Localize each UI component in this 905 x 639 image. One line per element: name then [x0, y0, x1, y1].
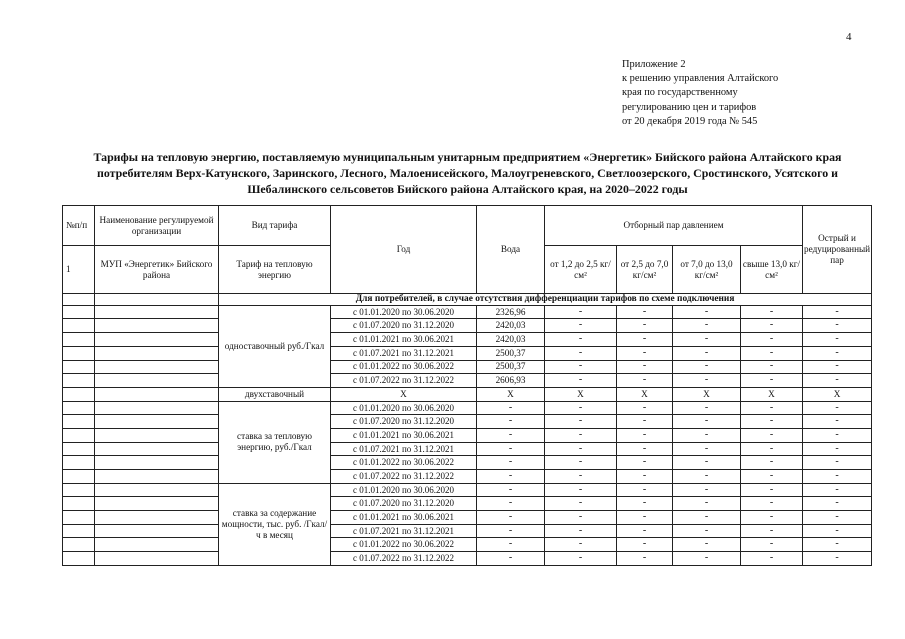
- table-row: [63, 442, 872, 456]
- org-row-num: 1: [63, 246, 95, 294]
- header-pressure-1: от 1,2 до 2,5 кг/см²: [545, 246, 617, 294]
- dash-cell: -: [545, 470, 617, 484]
- dash-cell: -: [741, 497, 803, 511]
- dash-cell: -: [803, 415, 872, 429]
- dash-cell: -: [673, 305, 741, 319]
- org-cell: [95, 456, 219, 470]
- x-mark: X: [331, 387, 477, 401]
- dash-cell: -: [617, 497, 673, 511]
- header-water: Вода: [477, 206, 545, 294]
- water-value: -: [477, 456, 545, 470]
- dash-cell: -: [741, 305, 803, 319]
- table-row: [63, 456, 872, 470]
- dash-cell: -: [545, 511, 617, 525]
- period-cell: с 01.07.2022 по 31.12.2022: [331, 552, 477, 566]
- dash-cell: -: [673, 497, 741, 511]
- x-mark: X: [673, 387, 741, 401]
- water-value: 2606,93: [477, 374, 545, 388]
- dash-cell: -: [741, 428, 803, 442]
- dash-cell: -: [673, 415, 741, 429]
- header-num: №п/п: [63, 206, 95, 246]
- table-row: [63, 305, 872, 319]
- dash-cell: -: [617, 552, 673, 566]
- one-rate-label: одноставочный руб./Гкал: [219, 305, 331, 387]
- org-cell: [95, 483, 219, 497]
- num-cell: [63, 360, 95, 374]
- dash-cell: -: [617, 456, 673, 470]
- dash-cell: -: [545, 374, 617, 388]
- table-row: [63, 524, 872, 538]
- dash-cell: -: [673, 552, 741, 566]
- dash-cell: -: [673, 538, 741, 552]
- x-mark: X: [741, 387, 803, 401]
- org-cell: [95, 346, 219, 360]
- water-value: 2500,37: [477, 360, 545, 374]
- period-cell: с 01.01.2022 по 30.06.2022: [331, 360, 477, 374]
- num-cell: [63, 470, 95, 484]
- period-cell: с 01.01.2022 по 30.06.2022: [331, 456, 477, 470]
- table-row: [63, 333, 872, 347]
- org-cell: [95, 428, 219, 442]
- org-cell: [95, 442, 219, 456]
- dash-cell: -: [741, 346, 803, 360]
- period-cell: с 01.07.2020 по 31.12.2020: [331, 497, 477, 511]
- num-cell: [63, 483, 95, 497]
- dash-cell: -: [617, 415, 673, 429]
- capacity-rate-label: ставка за содержание мощности, тыс. руб. /Гкал/ч в месяц: [219, 483, 331, 565]
- dash-cell: -: [741, 333, 803, 347]
- dash-cell: -: [673, 401, 741, 415]
- dash-cell: -: [741, 524, 803, 538]
- dash-cell: -: [741, 552, 803, 566]
- dash-cell: -: [803, 374, 872, 388]
- dash-cell: -: [741, 415, 803, 429]
- org-cell: [95, 387, 219, 401]
- dash-cell: -: [545, 428, 617, 442]
- dash-cell: -: [673, 333, 741, 347]
- header-year: Год: [331, 206, 477, 294]
- dash-cell: -: [673, 360, 741, 374]
- water-value: -: [477, 524, 545, 538]
- dash-cell: -: [545, 360, 617, 374]
- period-cell: с 01.07.2022 по 31.12.2022: [331, 470, 477, 484]
- dash-cell: -: [803, 456, 872, 470]
- num-cell: [63, 538, 95, 552]
- dash-cell: -: [803, 511, 872, 525]
- water-value: -: [477, 442, 545, 456]
- dash-cell: -: [673, 442, 741, 456]
- water-value: -: [477, 497, 545, 511]
- dash-cell: -: [803, 497, 872, 511]
- num-cell: [63, 497, 95, 511]
- dash-cell: -: [545, 401, 617, 415]
- dash-cell: -: [673, 456, 741, 470]
- water-value: -: [477, 538, 545, 552]
- dash-cell: -: [617, 401, 673, 415]
- dash-cell: -: [803, 524, 872, 538]
- header-sharp-steam: Острый и редуцированный пар: [803, 206, 872, 294]
- table-row: [63, 483, 872, 497]
- period-cell: с 01.01.2020 по 30.06.2020: [331, 401, 477, 415]
- period-cell: с 01.07.2021 по 31.12.2021: [331, 346, 477, 360]
- num-cell: [63, 415, 95, 429]
- dash-cell: -: [741, 511, 803, 525]
- dash-cell: -: [617, 442, 673, 456]
- num-cell: [63, 511, 95, 525]
- org-cell: [95, 497, 219, 511]
- dash-cell: -: [741, 374, 803, 388]
- table-row: [63, 552, 872, 566]
- table-row: [63, 387, 872, 401]
- dash-cell: -: [617, 511, 673, 525]
- dash-cell: -: [545, 538, 617, 552]
- x-mark: X: [477, 387, 545, 401]
- dash-cell: -: [673, 511, 741, 525]
- dash-cell: -: [545, 456, 617, 470]
- header-pressure-2: от 2,5 до 7,0 кг/см²: [617, 246, 673, 294]
- dash-cell: -: [803, 401, 872, 415]
- dash-cell: -: [617, 483, 673, 497]
- x-mark: X: [545, 387, 617, 401]
- org-cell: [95, 470, 219, 484]
- dash-cell: -: [803, 483, 872, 497]
- dash-cell: -: [617, 538, 673, 552]
- period-cell: с 01.01.2020 по 30.06.2020: [331, 483, 477, 497]
- dash-cell: -: [617, 470, 673, 484]
- table-row: [63, 319, 872, 333]
- table-row: [63, 497, 872, 511]
- water-value: 2420,03: [477, 319, 545, 333]
- table-row: [63, 428, 872, 442]
- num-cell: [63, 333, 95, 347]
- period-cell: с 01.01.2021 по 30.06.2021: [331, 511, 477, 525]
- period-cell: с 01.01.2021 по 30.06.2021: [331, 428, 477, 442]
- dash-cell: -: [545, 442, 617, 456]
- dash-cell: -: [617, 428, 673, 442]
- table-row: [63, 346, 872, 360]
- water-value: -: [477, 552, 545, 566]
- dash-cell: -: [803, 442, 872, 456]
- org-cell: [95, 360, 219, 374]
- period-cell: с 01.07.2022 по 31.12.2022: [331, 374, 477, 388]
- dash-cell: -: [741, 401, 803, 415]
- period-cell: с 01.01.2020 по 30.06.2020: [331, 305, 477, 319]
- num-cell: [63, 387, 95, 401]
- water-value: -: [477, 428, 545, 442]
- dash-cell: -: [741, 442, 803, 456]
- heat-rate-label: ставка за тепловую энергию, руб./Гкал: [219, 401, 331, 483]
- dash-cell: -: [545, 346, 617, 360]
- period-cell: с 01.07.2021 по 31.12.2021: [331, 442, 477, 456]
- num-cell: [63, 456, 95, 470]
- dash-cell: -: [617, 305, 673, 319]
- dash-cell: -: [617, 360, 673, 374]
- water-value: -: [477, 511, 545, 525]
- dash-cell: -: [741, 470, 803, 484]
- water-value: -: [477, 470, 545, 484]
- org-cell: [95, 374, 219, 388]
- table-row: [63, 538, 872, 552]
- dash-cell: -: [673, 483, 741, 497]
- period-cell: с 01.07.2020 по 31.12.2020: [331, 319, 477, 333]
- header-pressure-4: свыше 13,0 кг/см²: [741, 246, 803, 294]
- dash-cell: -: [803, 360, 872, 374]
- dash-cell: -: [741, 538, 803, 552]
- dash-cell: -: [803, 319, 872, 333]
- table-row: [63, 374, 872, 388]
- dash-cell: -: [803, 333, 872, 347]
- org-cell: [95, 401, 219, 415]
- org-cell: [95, 415, 219, 429]
- org-cell: [95, 524, 219, 538]
- dash-cell: -: [673, 470, 741, 484]
- period-cell: с 01.01.2021 по 30.06.2021: [331, 333, 477, 347]
- dash-cell: -: [545, 305, 617, 319]
- org-cell: [95, 305, 219, 319]
- water-value: -: [477, 401, 545, 415]
- period-cell: с 01.01.2022 по 30.06.2022: [331, 538, 477, 552]
- dash-cell: -: [673, 524, 741, 538]
- x-mark: X: [803, 387, 872, 401]
- dash-cell: -: [545, 524, 617, 538]
- dash-cell: -: [803, 346, 872, 360]
- org-cell: [95, 511, 219, 525]
- water-value: -: [477, 483, 545, 497]
- water-value: 2500,37: [477, 346, 545, 360]
- section-org-cell: [95, 294, 219, 306]
- dash-cell: -: [741, 483, 803, 497]
- dash-cell: -: [741, 456, 803, 470]
- dash-cell: -: [803, 470, 872, 484]
- dash-cell: -: [803, 538, 872, 552]
- dash-cell: -: [545, 415, 617, 429]
- dash-cell: -: [617, 346, 673, 360]
- dash-cell: -: [617, 319, 673, 333]
- two-rate-label: двухставочный: [219, 387, 331, 401]
- dash-cell: -: [803, 305, 872, 319]
- water-value: -: [477, 415, 545, 429]
- dash-cell: -: [617, 374, 673, 388]
- num-cell: [63, 524, 95, 538]
- num-cell: [63, 401, 95, 415]
- header-tariff-type: Вид тарифа: [219, 206, 331, 246]
- dash-cell: -: [545, 319, 617, 333]
- org-cell: [95, 319, 219, 333]
- section-label: Для потребителей, в случае отсутствия дифференциации тарифов по схеме подключения: [219, 294, 872, 306]
- dash-cell: -: [803, 428, 872, 442]
- dash-cell: -: [545, 497, 617, 511]
- appendix-note: Приложение 2 к решению управления Алтайского края по государственному регулированию цен и тарифов от 20 декабря 2019 года № 545: [622, 59, 779, 127]
- document-title: Тарифы на тепловую энергию, поставляемую муниципальным унитарным предприятием «Энергетик» Бийского района Алтайского края потребителям Верх-Катунского, Заринского, Лесного, Малоенисейского, Малоугреневского, Светлоозерского, Сростинского, Усятского и Шебалинского сельсоветов Бийского района Алтайского края, на 2020–2022 годы: [93, 150, 842, 196]
- dash-cell: -: [673, 346, 741, 360]
- num-cell: [63, 428, 95, 442]
- table-row: [63, 415, 872, 429]
- table-row: [63, 360, 872, 374]
- num-cell: [63, 319, 95, 333]
- dash-cell: -: [673, 374, 741, 388]
- page-number: 4: [846, 31, 852, 43]
- x-mark: X: [617, 387, 673, 401]
- period-cell: с 01.07.2020 по 31.12.2020: [331, 415, 477, 429]
- dash-cell: -: [741, 319, 803, 333]
- dash-cell: -: [545, 483, 617, 497]
- table-row: [63, 470, 872, 484]
- dash-cell: -: [673, 428, 741, 442]
- section-num-cell: [63, 294, 95, 306]
- table-row: [63, 511, 872, 525]
- header-org: Наименование регулируемой организации: [95, 206, 219, 246]
- dash-cell: -: [803, 552, 872, 566]
- period-cell: с 01.07.2021 по 31.12.2021: [331, 524, 477, 538]
- num-cell: [63, 374, 95, 388]
- dash-cell: -: [617, 524, 673, 538]
- org-cell: [95, 538, 219, 552]
- org-row-tariff: Тариф на тепловую энергию: [219, 246, 331, 294]
- dash-cell: -: [545, 552, 617, 566]
- table-row: [63, 401, 872, 415]
- org-cell: [95, 552, 219, 566]
- org-cell: [95, 333, 219, 347]
- dash-cell: -: [673, 319, 741, 333]
- num-cell: [63, 346, 95, 360]
- num-cell: [63, 442, 95, 456]
- dash-cell: -: [741, 360, 803, 374]
- header-pressure-3: от 7,0 до 13,0 кг/см²: [673, 246, 741, 294]
- water-value: 2326,96: [477, 305, 545, 319]
- dash-cell: -: [617, 333, 673, 347]
- num-cell: [63, 552, 95, 566]
- org-row-name: МУП «Энергетик» Бийского района: [95, 246, 219, 294]
- tariff-table: [62, 205, 872, 566]
- dash-cell: -: [545, 333, 617, 347]
- header-steam-group: Отборный пар давлением: [545, 206, 803, 246]
- num-cell: [63, 305, 95, 319]
- water-value: 2420,03: [477, 333, 545, 347]
